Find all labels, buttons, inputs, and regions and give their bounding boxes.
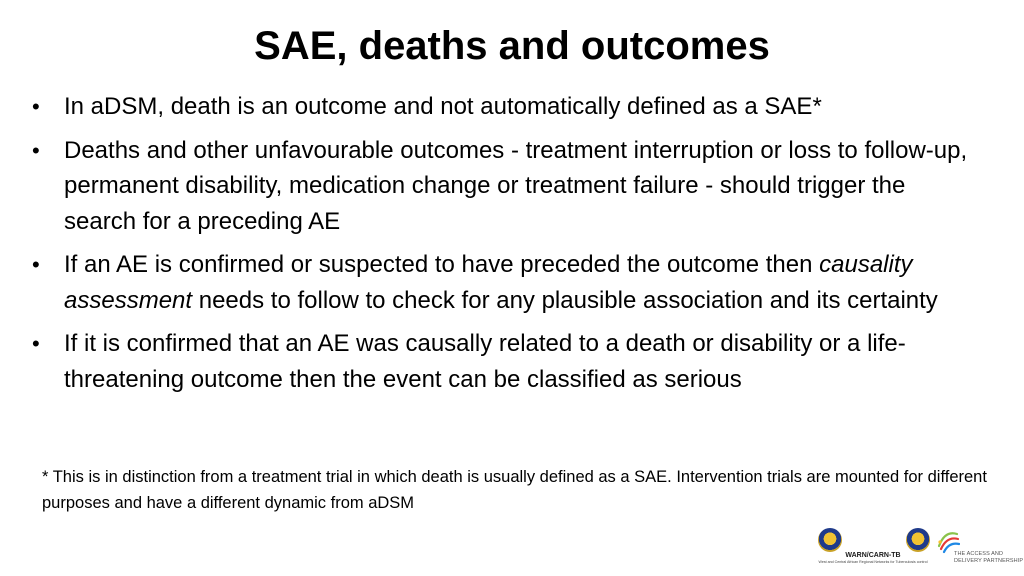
bullet-item	[30, 133, 980, 240]
slide-title: SAE, deaths and outcomes	[254, 24, 770, 68]
bullet-text-pre: If an AE is confirmed or suspected to have preceded the outcome then	[64, 251, 820, 278]
bullet-marker: •	[32, 94, 40, 119]
adp-label	[954, 551, 1024, 564]
warn-carn-tb-label: WARN/CARN-TB	[845, 552, 901, 559]
bullet-item	[30, 247, 980, 318]
footnote: * This is in distinction from a treatment trial in which death is usually defined as a SAE. Intervention trials are mounted for different purposes and have a different dynamic from aDSM	[42, 468, 987, 512]
warn-seal-left-icon	[818, 528, 842, 552]
bullet-text-emphasis: causality assessment	[64, 251, 913, 314]
bullet-marker: •	[32, 331, 40, 356]
bullet-list	[30, 89, 980, 405]
bullet-item	[30, 326, 980, 397]
bullet-text: In aDSM, death is an outcome and not automatically defined as a SAE*	[64, 93, 822, 120]
partner-logos	[812, 526, 1024, 576]
bullet-marker: •	[32, 137, 40, 163]
bullet-item	[30, 89, 980, 125]
adp-label-line1: THE ACCESS AND	[954, 551, 1004, 557]
adp-label-line2: DELIVERY PARTNERSHIP	[954, 557, 1024, 564]
bullet-text: If it is confirmed that an AE was causally related to a death or disability or a life-threatening outcome then the event can be classified as serious	[64, 330, 906, 393]
bullet-text-post: needs to follow to check for any plausible association and its certainty	[192, 286, 938, 314]
warn-seal-right-icon	[906, 528, 930, 552]
warn-carn-tb-subtitle: West and Central African Regional Networks for Tuberculosis control	[818, 560, 928, 564]
bullet-marker: •	[32, 252, 40, 277]
bullet-text: Deaths and other unfavourable outcomes - treatment interruption or loss to follow-up, permanent disability, medication change or treatment failure - should trigger the search for a preceding AE	[64, 136, 968, 235]
